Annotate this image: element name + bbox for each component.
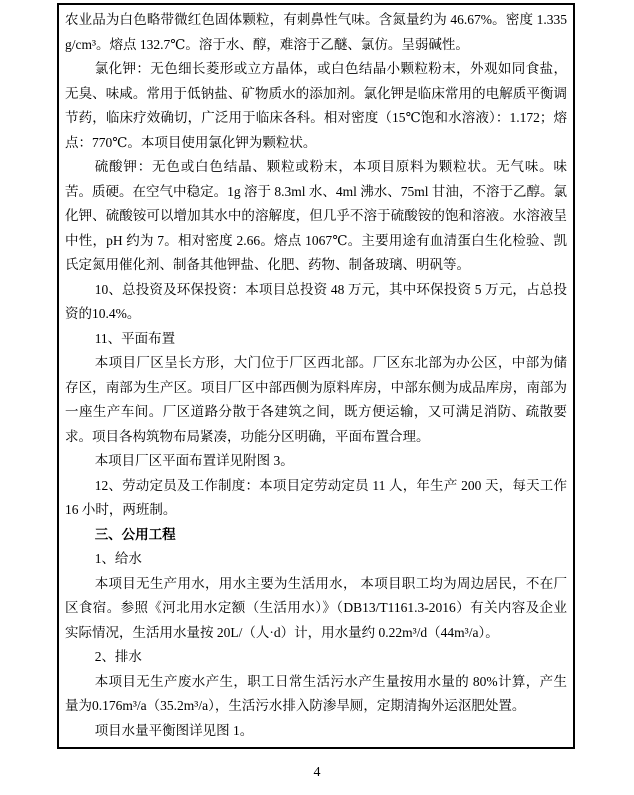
paragraph-water-supply-description: 本项目无生产用水，用水主要为生活用水， 本项目职工均为周边居民，不在厂区食宿。参照《河北用水定额（生活用水）》（DB13/T1161.3-2016）有关内容及企业实际情况，生活用水量按 20L/（人·d）计，用水量约 0.22m³/d（44m³/a）。	[65, 575, 567, 640]
heading-plane-layout: 11、平面布置	[94, 330, 176, 346]
heading-public-works: 三、公用工程	[94, 526, 176, 542]
page-number: 4	[313, 765, 321, 780]
heading-water-supply: 1、给水	[94, 551, 142, 566]
paragraph-staffing-work-schedule: 12、劳动定员及工作制度：本项目定劳动定员 11 人，年生产 200 天，每天工作 16 小时，两班制。	[65, 477, 567, 517]
document-page-frame	[57, 3, 575, 749]
paragraph-drainage-description: 本项目无生产废水产生，职工日常生活污水产生量按用水量的 80%计算，产生量为0.176m³/a（35.2m³/a），生活污水排入防渗旱厕，定期清掏外运沤肥处置。	[65, 673, 567, 713]
paragraph-potassium-sulfate-properties: 硫酸钾：无色或白色结晶、颗粒或粉末，本项目原料为颗粒状。无气味。味苦。质硬。在空气中稳定。1g 溶于 8.3ml 水、4ml 沸水、75ml 甘油，不溶于乙醇。氯化钾、硫酸铵可以增加其水中的溶解度，但几乎不溶于硫酸铵的饱和溶液。水溶液呈中性，pH 约为 7。相对密度 2.66。熔点 1067℃。主要用途有血清蛋白生化检验、凯氏定氮用催化剂、制备其他钾盐、化肥、药物、制备玻璃、明矾等。	[65, 159, 567, 272]
paragraph-plant-layout-description: 本项目厂区呈长方形，大门位于厂区西北部。厂区东北部为办公区，中部为储存区，南部为生产区。项目厂区中部西侧为原料库房，中部东侧为成品库房，南部为一座生产车间。厂区道路分散于各建筑之间，既方便运输，又可满足消防、疏散要求。项目各构筑物布局紧凑，功能分区明确，平面布置合理。	[65, 355, 567, 444]
paragraph-potassium-chloride-properties: 氯化钾：无色细长菱形或立方晶体，或白色结晶小颗粒粉末，外观如同食盐，无臭、味咸。常用于低钠盐、矿物质水的添加剂。氯化钾是临床常用的电解质平衡调节药，临床疗效确切，广泛用于临床各科。相对密度（15℃饱和水溶液）：1.172；熔点：770℃。本项目使用氯化钾为颗粒状。	[65, 61, 567, 150]
paragraph-water-balance-figure-reference: 项目水量平衡图详见图 1。	[94, 722, 254, 738]
paragraph-agricultural-product-properties: 农业品为白色略带微红色固体颗粒，有刺鼻性气味。含氮量约为 46.67%。密度 1.335g/cm³。熔点 132.7℃。溶于水、醇，难溶于乙醚、氯仿。呈弱碱性。	[65, 12, 567, 52]
heading-drainage: 2、排水	[94, 649, 142, 664]
paragraph-layout-figure-reference: 本项目厂区平面布置详见附图 3。	[94, 453, 294, 468]
paragraph-total-investment: 10、总投资及环保投资：本项目总投资 48 万元，其中环保投资 5 万元，占总投资的10.4%。	[65, 281, 567, 321]
